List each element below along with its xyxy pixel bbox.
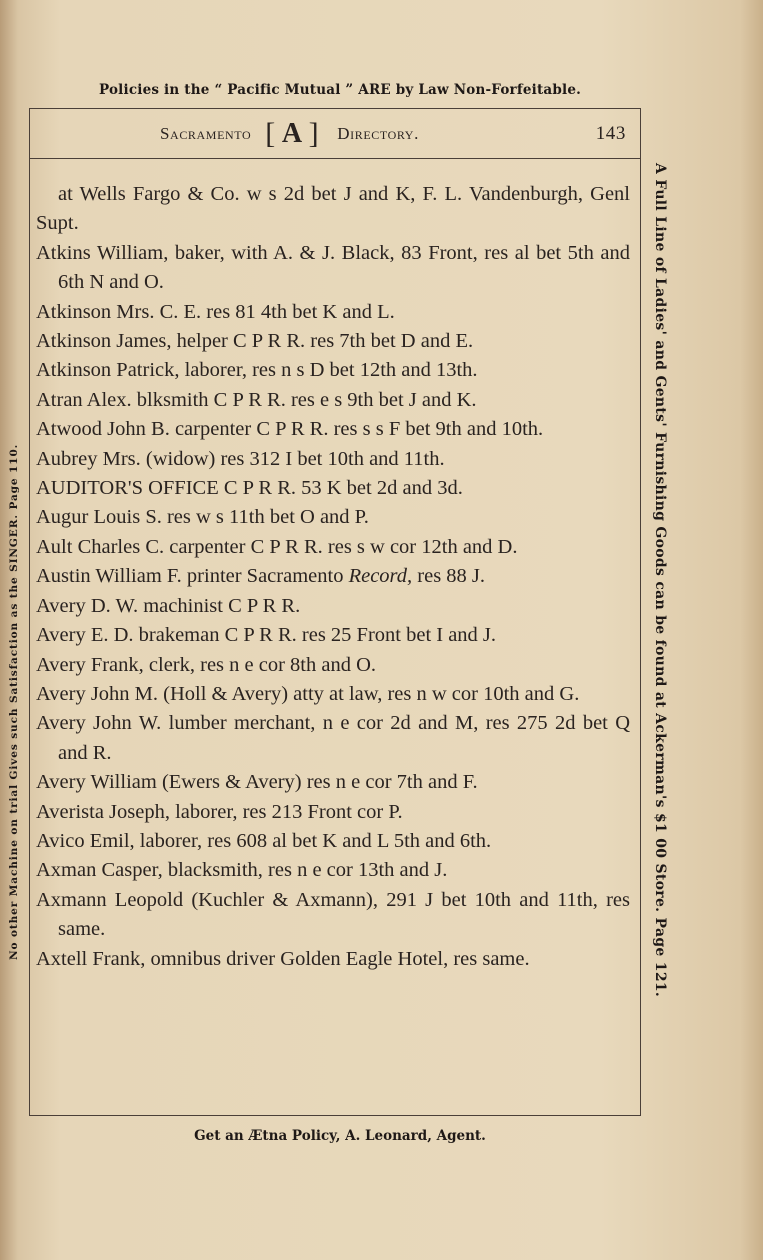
directory-entry: AUDITOR'S OFFICE C P R R. 53 K bet 2d and 3d. bbox=[36, 477, 463, 500]
directory-entry: Avery John W. lumber merchant, n e cor 2d and M, res 275 2d bet Q and R. bbox=[36, 712, 630, 764]
directory-entry: Atwood John B. carpenter C P R R. res s s F bet 9th and 10th. bbox=[36, 418, 544, 441]
section-letter: A bbox=[281, 118, 303, 149]
directory-entry: Axman Casper, blacksmith, res n e cor 13th and J. bbox=[36, 859, 448, 882]
entry-text: Austin William F. printer Sacramento bbox=[36, 565, 349, 588]
directory-entry: Avery Frank, clerk, res n e cor 8th and O. bbox=[36, 653, 377, 676]
directory-entry bbox=[36, 562, 630, 591]
entry-italic-text: Record, bbox=[348, 565, 413, 588]
directory-entry: Aubrey Mrs. (widow) res 312 I bet 10th and 11th. bbox=[36, 447, 445, 470]
running-head-title: Directory. bbox=[337, 124, 419, 143]
directory-entry: Atkinson Patrick, laborer, res n s D bet 12th and 13th. bbox=[36, 359, 478, 382]
directory-entry: Avico Emil, laborer, res 608 al bet K and L 5th and 6th. bbox=[36, 829, 492, 852]
directory-entry: Atran Alex. blksmith C P R R. res e s 9th bet J and K. bbox=[36, 388, 477, 411]
running-head-city: Sacramento bbox=[160, 124, 252, 143]
directory-entries bbox=[36, 180, 630, 974]
entry-text: res 88 J. bbox=[412, 565, 486, 588]
directory-entry: Axtell Frank, omnibus driver Golden Eagle Hotel, res same. bbox=[36, 947, 530, 970]
directory-entry: Avery D. W. machinist C P R R. bbox=[36, 594, 301, 617]
directory-entry: Ault Charles C. carpenter C P R R. res s w cor 12th and D. bbox=[36, 535, 518, 558]
directory-entry: Averista Joseph, laborer, res 213 Front cor P. bbox=[36, 800, 403, 823]
directory-entry: Avery E. D. brakeman C P R R. res 25 Front bet I and J. bbox=[36, 624, 497, 647]
directory-entry: Atkinson James, helper C P R R. res 7th bet D and E. bbox=[36, 330, 474, 353]
bracket-open: [ bbox=[265, 117, 276, 150]
directory-entry: Atkinson Mrs. C. E. res 81 4th bet K and L. bbox=[36, 300, 395, 323]
left-margin-advertisement: No other Machine on trial Gives such Satisfaction as the SINGER. Page 110. bbox=[8, 443, 20, 960]
running-head bbox=[160, 116, 630, 152]
directory-entry: Avery John M. (Holl & Avery) atty at law, res n w cor 10th and G. bbox=[36, 682, 580, 705]
page-number: 143 bbox=[595, 123, 626, 144]
bracket-close: ] bbox=[308, 117, 320, 150]
entry-continuation: at Wells Fargo & Co. w s 2d bet J and K, F. L. Vandenburgh, Genl Supt. bbox=[36, 183, 630, 235]
directory-entry: Avery William (Ewers & Avery) res n e cor 7th and F. bbox=[36, 771, 478, 794]
top-advertisement-banner: Policies in the “ Pacific Mutual ” ARE by Law Non-Forfeitable. bbox=[98, 82, 582, 98]
directory-entry: Axmann Leopold (Kuchler & Axmann), 291 J bet 10th and 11th, res same. bbox=[36, 888, 630, 941]
directory-entry: Augur Louis S. res w s 11th bet O and P. bbox=[36, 506, 369, 529]
bottom-advertisement-banner: Get an Ætna Policy, A. Leonard, Agent. bbox=[194, 1128, 486, 1144]
header-rule bbox=[29, 158, 641, 159]
right-margin-advertisement: A Full Line of Ladies' and Gents' Furnishing Goods can be found at Ackerman's $1 00 Store. Page 121. bbox=[652, 163, 668, 998]
directory-entry: Atkins William, baker, with A. & J. Black, 83 Front, res al bet 5th and 6th N and O. bbox=[36, 241, 630, 294]
